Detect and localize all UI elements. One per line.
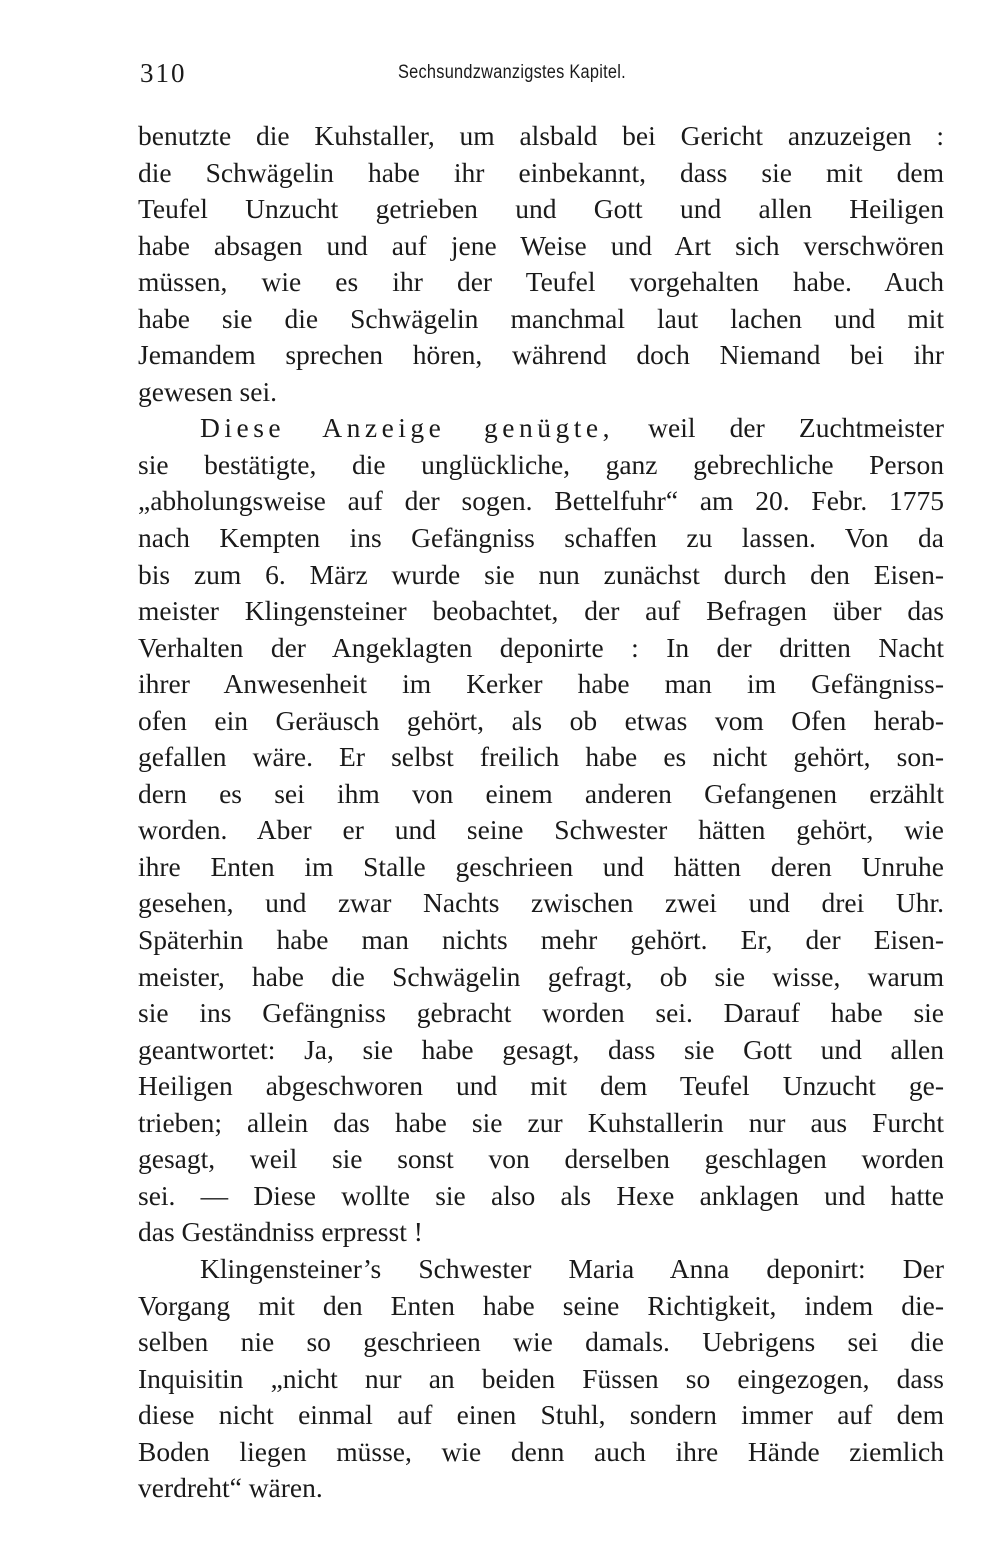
text-line: sie ins Gefängniss gebracht worden sei. Darauf habe sie xyxy=(138,997,944,1029)
text-line: Jemandem sprechen hören, während doch Niemand bei ihr xyxy=(138,339,944,371)
text-line: ihrer Anwesenheit im Kerker habe man im Gefängniss- xyxy=(138,668,944,700)
text-line: habe sie die Schwägelin manchmal laut lachen und mit xyxy=(138,302,944,334)
text-line: habe absagen und auf jene Weise und Art sich verschwören xyxy=(138,229,944,261)
paragraph-first-line xyxy=(138,410,944,447)
text-line: ofen ein Geräusch gehört, als ob etwas vom Ofen herab- xyxy=(138,704,944,736)
page-header xyxy=(140,58,950,98)
text-line: nach Kempten ins Gefängniss schaffen zu lassen. Von da xyxy=(138,522,944,554)
text-line: meister Klingensteiner beobachtet, der auf Befragen über das xyxy=(138,595,944,627)
text-line: diese nicht einmal auf einen Stuhl, sondern immer auf dem xyxy=(138,1399,944,1431)
text-line: ihre Enten im Stalle geschrieen und hätten deren Unruhe xyxy=(138,850,944,882)
text-line: selben nie so geschrieen wie damals. Uebrigens sei die xyxy=(138,1326,944,1358)
text-line: sei. — Diese wollte sie also als Hexe anklagen und hatte xyxy=(138,1179,944,1211)
text-line: Teufel Unzucht getrieben und Gott und allen Heiligen xyxy=(138,193,944,225)
text-line: meister, habe die Schwägelin gefragt, ob sie wisse, warum xyxy=(138,960,944,992)
text-line: bis zum 6. März wurde sie nun zunächst durch den Eisen- xyxy=(138,558,944,590)
body-text xyxy=(138,118,944,1507)
text-line: das Geständniss erpresst ! xyxy=(138,1216,423,1248)
text-line: Vorgang mit den Enten habe seine Richtigkeit, indem die- xyxy=(138,1289,944,1321)
text-line: gesehen, und zwar Nachts zwischen zwei und drei Uhr. xyxy=(138,887,944,919)
text-line: verdreht“ wären. xyxy=(138,1472,323,1504)
text-line: gewesen sei. xyxy=(138,375,277,407)
text-line: müssen, wie es ihr der Teufel vorgehalten habe. Auch xyxy=(138,266,944,298)
text-line: trieben; allein das habe sie zur Kuhstallerin nur aus Furcht xyxy=(138,1106,944,1138)
text-line: benutzte die Kuhstaller, um alsbald bei Gericht anzuzeigen : xyxy=(138,120,944,151)
text-line: sie bestätigte, die unglückliche, ganz gebrechliche Person xyxy=(138,448,944,480)
text-line: geantwortet: Ja, sie habe gesagt, dass sie Gott und allen xyxy=(138,1033,944,1065)
text-line: worden. Aber er und seine Schwester hätten gehört, wie xyxy=(138,814,944,846)
text-line: „abholungsweise auf der sogen. Bettelfuhr“ am 20. Febr. 1775 xyxy=(138,485,944,517)
text-line: gefallen wäre. Er selbst freilich habe es nicht gehört, son- xyxy=(138,741,944,773)
first-line-rest: weil der Zuchtmeister xyxy=(648,412,944,444)
page-number: 310 xyxy=(140,58,187,88)
text-line: Boden liegen müsse, wie denn auch ihre Hände ziemlich xyxy=(138,1435,944,1467)
text-line: dern es sei ihm von einem anderen Gefangenen erzählt xyxy=(138,777,944,809)
text-line: gesagt, weil sie sonst von derselben geschlagen worden xyxy=(138,1143,944,1175)
text-line: Späterhin habe man nichts mehr gehört. Er, der Eisen- xyxy=(138,924,944,956)
text-line: Klingensteiner’s Schwester Maria Anna deponirt: Der xyxy=(200,1252,944,1284)
text-line: Verhalten der Angeklagten deponirte : In der dritten Nacht xyxy=(138,631,944,663)
running-head: Sechsundzwanzigstes Kapitel. xyxy=(398,62,626,83)
text-line: Heiligen abgeschworen und mit dem Teufel Unzucht ge- xyxy=(138,1070,944,1102)
text-line: die Schwägelin habe ihr einbekannt, dass sie mit dem xyxy=(138,156,944,188)
spaced-lead-text: Diese Anzeige genügte, xyxy=(200,412,614,444)
text-line: Inquisitin „nicht nur an beiden Füssen so eingezogen, dass xyxy=(138,1362,944,1394)
